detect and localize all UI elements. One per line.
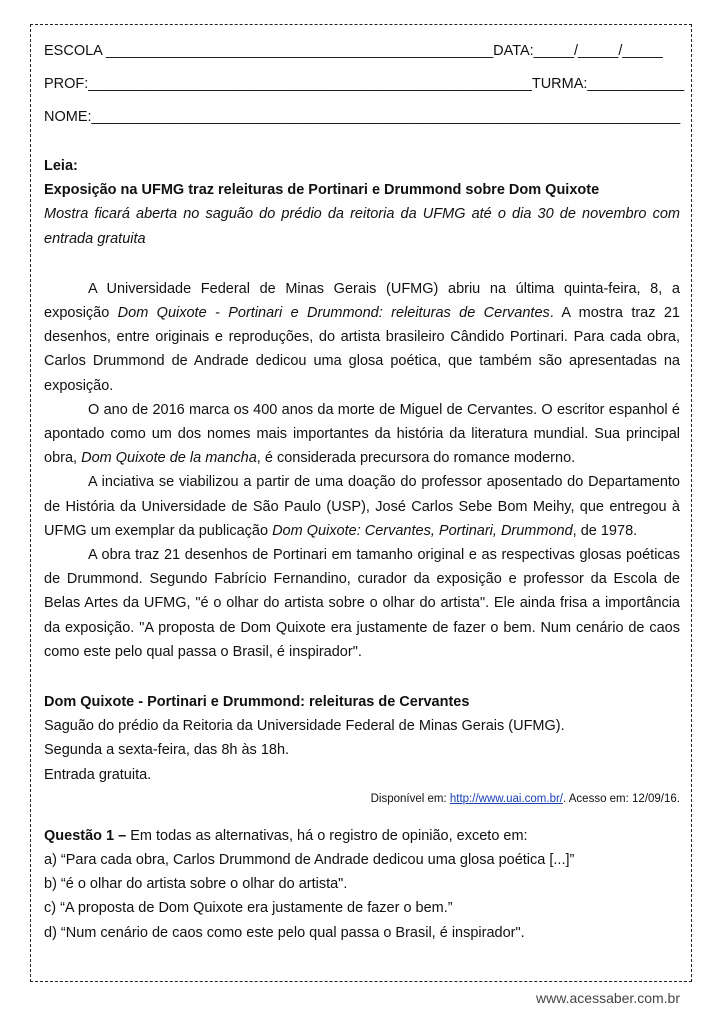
article-subtitle: Mostra ficará aberta no saguão do prédio da reitoria da UFMG até o dia 30 de novembro com entrada gratuita	[44, 206, 680, 247]
school-field[interactable]: ESCOLA ________________________________________________DATA:_____/_____/_____	[44, 43, 663, 59]
source-citation: Disponível em: http://www.uai.com.br/. Acesso em: 12/09/16.	[370, 792, 680, 805]
event-hours: Segunda a sexta-feira, das 8h às 18h.	[44, 742, 290, 759]
option-b[interactable]: b) “é o olhar do artista sobre o olhar do artista".	[44, 876, 348, 893]
event-title: Dom Quixote - Portinari e Drummond: releituras de Cervantes	[44, 694, 470, 711]
paragraph-2: O ano de 2016 marca os 400 anos da morte de Miguel de Cervantes. O escritor espanhol é apontado como um dos nomes mais importantes da história da literatura mundial. Sua principal obra, Dom Quixote de la mancha, é considerada precursora do romance moderno.	[44, 401, 680, 467]
source-link[interactable]: http://www.uai.com.br/	[449, 792, 563, 805]
question-1	[44, 824, 680, 945]
paragraph-4: A obra traz 21 desenhos de Portinari em tamanho original e as respectivas glosas poéticas de Drummond. Segundo Fabrício Fernandino, curador da exposição e professor da Escola de Belas Artes da UFMG, "é o olhar do artista sobre o olhar do artista". Ele ainda frisa a importância da exposição. "A proposta de Dom Quixote era justamente de fazer o bem. Num cenário de caos como este pelo qual passa o Brasil, é inspirador".	[44, 547, 680, 660]
event-info	[44, 690, 680, 787]
paragraph-1: A Universidade Federal de Minas Gerais (UFMG) abriu na última quinta-feira, 8, a exposição Dom Quixote - Portinari e Drummond: releituras de Cervantes. A mostra traz 21 desenhos, entre originais e reproduções, do artista brasileiro Cândido Portinari. Para cada obra, Carlos Drummond de Andrade dedicou uma glosa poética, que também são apresentadas na exposição.	[44, 280, 680, 394]
footer-website: www.acessaber.com.br	[536, 990, 680, 1006]
worksheet	[44, 40, 685, 945]
option-d[interactable]: d) “Num cenário de caos como este pelo qual passa o Brasil, é inspirador".	[44, 924, 525, 941]
question-stem: Questão 1 – Em todas as alternativas, há o registro de opinião, exceto em:	[44, 827, 528, 844]
paragraph-3: A inciativa se viabilizou a partir de uma doação do professor aposentado do Departamento de História da Universidade de São Paulo (USP), José Carlos Sebe Bom Meihy, que entregou à UFMG um exemplar da publicação Dom Quixote: Cervantes, Portinari, Drummond, de 1978.	[44, 474, 680, 539]
option-a[interactable]: a) “Para cada obra, Carlos Drummond de Andrade dedicou uma glosa poética [...]”	[44, 852, 575, 869]
event-entry: Entrada gratuita.	[44, 766, 152, 783]
option-c[interactable]: c) “A proposta de Dom Quixote era justamente de fazer o bem.”	[44, 900, 453, 917]
event-place: Saguão do prédio da Reitoria da Universidade Federal de Minas Gerais (UFMG).	[44, 718, 565, 735]
article-title: Exposição na UFMG traz releituras de Portinari e Drummond sobre Dom Quixote	[44, 182, 600, 199]
read-label: Leia:	[44, 158, 78, 174]
question-label: Questão 1 –	[44, 827, 127, 844]
teacher-field[interactable]: PROF:_______________________________________________________TURMA:____________	[44, 76, 685, 92]
name-field[interactable]: NOME:_________________________________________________________________________	[44, 109, 681, 125]
